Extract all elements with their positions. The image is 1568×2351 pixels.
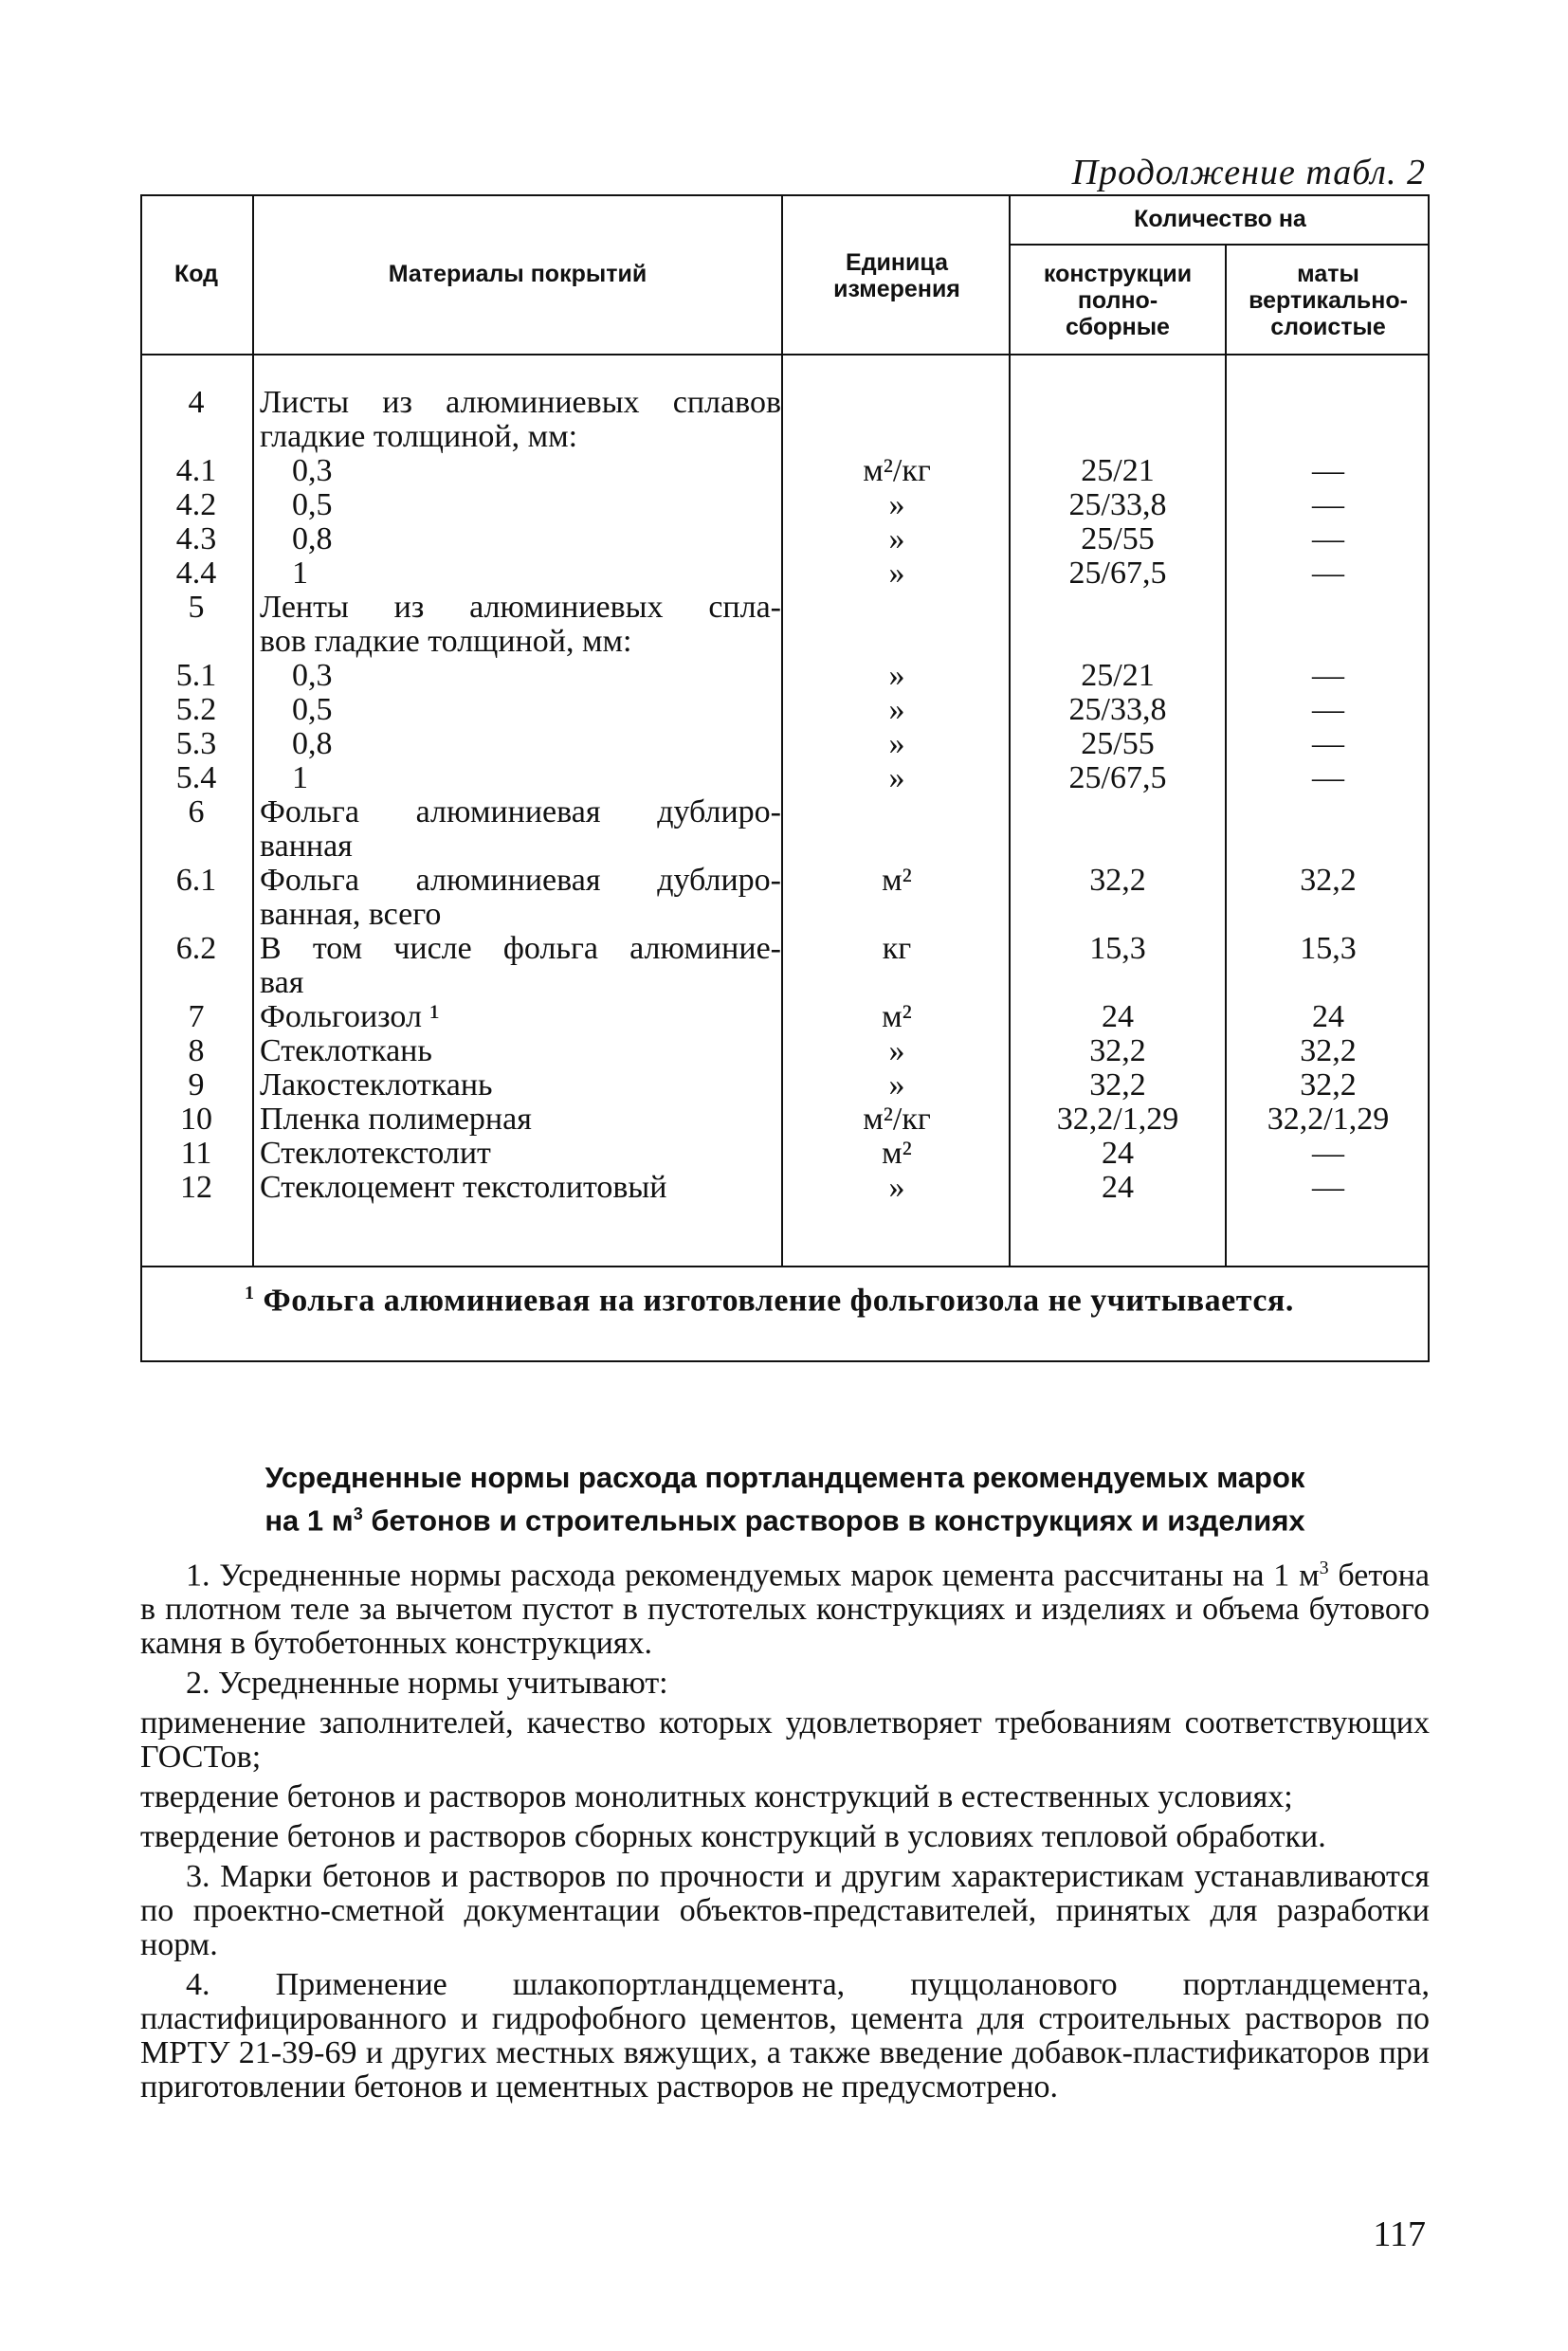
row-qty1: 25/67,5 [1068, 760, 1167, 795]
row-material: ванная [260, 829, 353, 864]
row-qty2: — [1312, 658, 1344, 693]
paragraph-1-part-b: бетона в плотном теле за вычетом пустот в пустотелых конструкциях и изделиях и объема бутового камня в бутобетонных конструкциях. [140, 1558, 1431, 1662]
section-title [140, 1460, 1430, 1539]
row-code: 6.1 [175, 863, 217, 898]
table-row [140, 761, 1430, 795]
row-qty2: — [1312, 521, 1344, 556]
row-qty1: 32,2 [1089, 863, 1146, 898]
paragraph-1-sup: 3 [1319, 1558, 1329, 1578]
row-material: ванная, всего [260, 897, 442, 932]
row-material: Фольгоизол ¹ [260, 999, 440, 1034]
row-qty1: 24 [1102, 1136, 1134, 1171]
row-material: 0,3 [292, 658, 333, 693]
materials-table [140, 194, 1430, 1362]
row-qty1: 25/21 [1081, 658, 1155, 693]
table-row [140, 386, 1430, 420]
table-row [140, 932, 1430, 966]
row-qty2: — [1312, 726, 1344, 761]
table-row [140, 864, 1430, 898]
row-code: 4.1 [175, 453, 217, 488]
row-material: Фольга алюминиевая дублиро- [260, 794, 781, 829]
table-row [140, 1137, 1430, 1171]
table-row [140, 1034, 1430, 1068]
row-unit: м² [882, 863, 912, 898]
row-qty1: 25/55 [1081, 726, 1155, 761]
table-bottom-rule [140, 1360, 1430, 1362]
row-material: 0,5 [292, 487, 333, 522]
table-row [140, 829, 1430, 864]
header-quantity-col1: конструкции полно-сборные [1043, 261, 1193, 340]
row-qty2: — [1312, 453, 1344, 488]
header-quantity-col2: маты вертикально-слоистые [1249, 261, 1408, 340]
paragraph-1-part-a: 1. Усредненные нормы расхода рекомендуемых марок цемента рассчитаны на 1 м [186, 1558, 1320, 1594]
page-number: 117 [1373, 2214, 1426, 2254]
row-code: 5.2 [175, 692, 217, 727]
table-row [140, 522, 1430, 556]
row-material: 0,8 [292, 521, 333, 556]
row-qty1: 32,2/1,29 [1056, 1102, 1179, 1137]
row-material: вов гладкие толщиной, мм: [260, 624, 632, 659]
row-qty2: 32,2 [1300, 1067, 1357, 1103]
footnote-text: Фольга алюминиевая на изготовление фольгоизола не учитывается. [263, 1283, 1294, 1319]
row-code: 4.4 [175, 556, 217, 591]
header-quantity-group: Количество на [1134, 206, 1306, 232]
table-row [140, 488, 1430, 522]
row-material: Ленты из алюминиевых спла- [260, 590, 781, 625]
row-unit: » [888, 521, 905, 556]
row-material: вая [260, 965, 304, 1000]
row-qty1: 25/33,8 [1068, 692, 1167, 727]
table-footnote [245, 1283, 1401, 1319]
quantity-group-rule [1011, 244, 1430, 246]
row-material: 0,3 [292, 453, 333, 488]
row-material: Пленка полимерная [260, 1102, 532, 1137]
row-code: 9 [188, 1067, 205, 1103]
row-unit: » [888, 658, 905, 693]
header-bottom-rule [140, 354, 1430, 355]
row-code: 6.2 [175, 931, 217, 966]
row-unit: » [888, 692, 905, 727]
row-material: Стеклоцемент текстолитовый [260, 1170, 667, 1205]
row-unit: кг [882, 931, 912, 966]
row-qty1: 25/21 [1081, 453, 1155, 488]
row-qty2: — [1312, 487, 1344, 522]
row-unit: » [888, 760, 905, 795]
row-unit: м²/кг [863, 453, 931, 488]
table-row [140, 693, 1430, 727]
row-qty2: 32,2/1,29 [1267, 1102, 1390, 1137]
section-title-line2 [140, 1496, 1430, 1539]
paragraph-6: 3. Марки бетонов и растворов по прочности и другим характеристикам устанавливаются по проектно-сметной документации объектов-представителей, принятых для разработки норм. [140, 1859, 1430, 1963]
row-qty2: — [1312, 556, 1344, 591]
table-row [140, 966, 1430, 1000]
row-unit: » [888, 1033, 905, 1068]
row-material: Стеклоткань [260, 1033, 432, 1068]
table-row [140, 727, 1430, 761]
row-qty1: 25/33,8 [1068, 487, 1167, 522]
row-qty1: 24 [1102, 1170, 1134, 1205]
header-code: Код [173, 261, 219, 287]
row-unit: » [888, 726, 905, 761]
row-material: Лакостеклоткань [260, 1067, 493, 1103]
row-code: 5.4 [175, 760, 217, 795]
header-unit: Единица измерения [833, 249, 960, 302]
row-code: 12 [180, 1170, 212, 1205]
paragraph-1 [140, 1551, 1430, 1661]
row-qty1: 32,2 [1089, 1033, 1146, 1068]
section-title-line1: Усредненные нормы расхода портландцемента рекомендуемых марок [264, 1461, 1305, 1494]
row-code: 5 [188, 590, 205, 625]
row-material: Стеклотекстолит [260, 1136, 491, 1171]
paragraph-5: твердение бетонов и растворов сборных конструкций в условиях тепловой обработки. [140, 1819, 1326, 1855]
table-row [140, 1000, 1430, 1034]
row-unit: » [888, 1067, 905, 1103]
row-qty2: — [1312, 692, 1344, 727]
table-row [140, 1171, 1430, 1205]
table-row [140, 591, 1430, 625]
section-title-sup: 3 [353, 1504, 363, 1523]
row-code: 5.3 [175, 726, 217, 761]
row-unit: м² [882, 1136, 912, 1171]
row-material: 1 [292, 556, 308, 591]
row-code: 11 [180, 1136, 212, 1171]
row-qty1: 25/55 [1081, 521, 1155, 556]
row-qty2: 32,2 [1300, 1033, 1357, 1068]
paragraph-3: применение заполнителей, качество которых удовлетворяет требованиям соответствующих ГОСТов; [140, 1705, 1430, 1776]
row-qty2: 24 [1312, 999, 1344, 1034]
row-code: 7 [188, 999, 205, 1034]
row-code: 8 [188, 1033, 205, 1068]
paragraph-2: 2. Усредненные нормы учитывают: [186, 1666, 668, 1702]
table-row [140, 1068, 1430, 1103]
row-unit: » [888, 1170, 905, 1205]
body-text [140, 1551, 1430, 2110]
row-material: Фольга алюминиевая дублиро- [260, 863, 781, 898]
row-code: 4.3 [175, 521, 217, 556]
table-row [140, 659, 1430, 693]
row-qty1: 15,3 [1089, 931, 1146, 966]
row-code: 6 [188, 794, 205, 829]
row-unit: м² [882, 999, 912, 1034]
row-unit: » [888, 487, 905, 522]
row-qty2: — [1312, 1170, 1344, 1205]
row-unit: » [888, 556, 905, 591]
row-qty2: — [1312, 1136, 1344, 1171]
row-qty2: 32,2 [1300, 863, 1357, 898]
table-row [140, 454, 1430, 488]
row-material: Листы из алюминиевых сплавов [260, 385, 781, 420]
row-qty1: 25/67,5 [1068, 556, 1167, 591]
table-row [140, 556, 1430, 591]
footnote-mark: 1 [245, 1283, 255, 1303]
row-qty2: — [1312, 760, 1344, 795]
continuation-title: Продолжение табл. 2 [1071, 153, 1426, 192]
row-material: В том числе фольга алюминие- [260, 931, 781, 966]
table-row [140, 795, 1430, 829]
table-row [140, 625, 1430, 659]
row-code: 10 [180, 1102, 212, 1137]
row-material: гладкие толщиной, мм: [260, 419, 578, 454]
table-row [140, 420, 1430, 454]
row-code: 4 [188, 385, 205, 420]
paragraph-7: 4. Применение шлакопортландцемента, пуццоланового портландцемента, пластифицированного и гидрофобного цементов, цемента для строительных растворов по МРТУ 21-39-69 и других местных вяжущих, а также введение добавок-пластификаторов при приготовлении бетонов и цементных растворов не предусмотрено. [140, 1967, 1430, 2105]
row-qty1: 24 [1102, 999, 1134, 1034]
section-title-part-a: на 1 м [264, 1504, 354, 1538]
row-material: 1 [292, 760, 308, 795]
footnote-top-rule [140, 1266, 1430, 1267]
row-material: 0,5 [292, 692, 333, 727]
paragraph-4: твердение бетонов и растворов монолитных конструкций в естественных условиях; [140, 1779, 1293, 1815]
row-code: 4.2 [175, 487, 217, 522]
row-unit: м²/кг [863, 1102, 931, 1137]
section-title-part-b: бетонов и строительных растворов в конструкциях и изделиях [362, 1504, 1305, 1538]
row-code: 5.1 [175, 658, 217, 693]
table-top-rule [140, 194, 1430, 196]
table-row [140, 1103, 1430, 1137]
row-qty1: 32,2 [1089, 1067, 1146, 1103]
row-qty2: 15,3 [1300, 931, 1357, 966]
row-material: 0,8 [292, 726, 333, 761]
table-row [140, 898, 1430, 932]
header-materials: Материалы покрытий [388, 261, 647, 287]
